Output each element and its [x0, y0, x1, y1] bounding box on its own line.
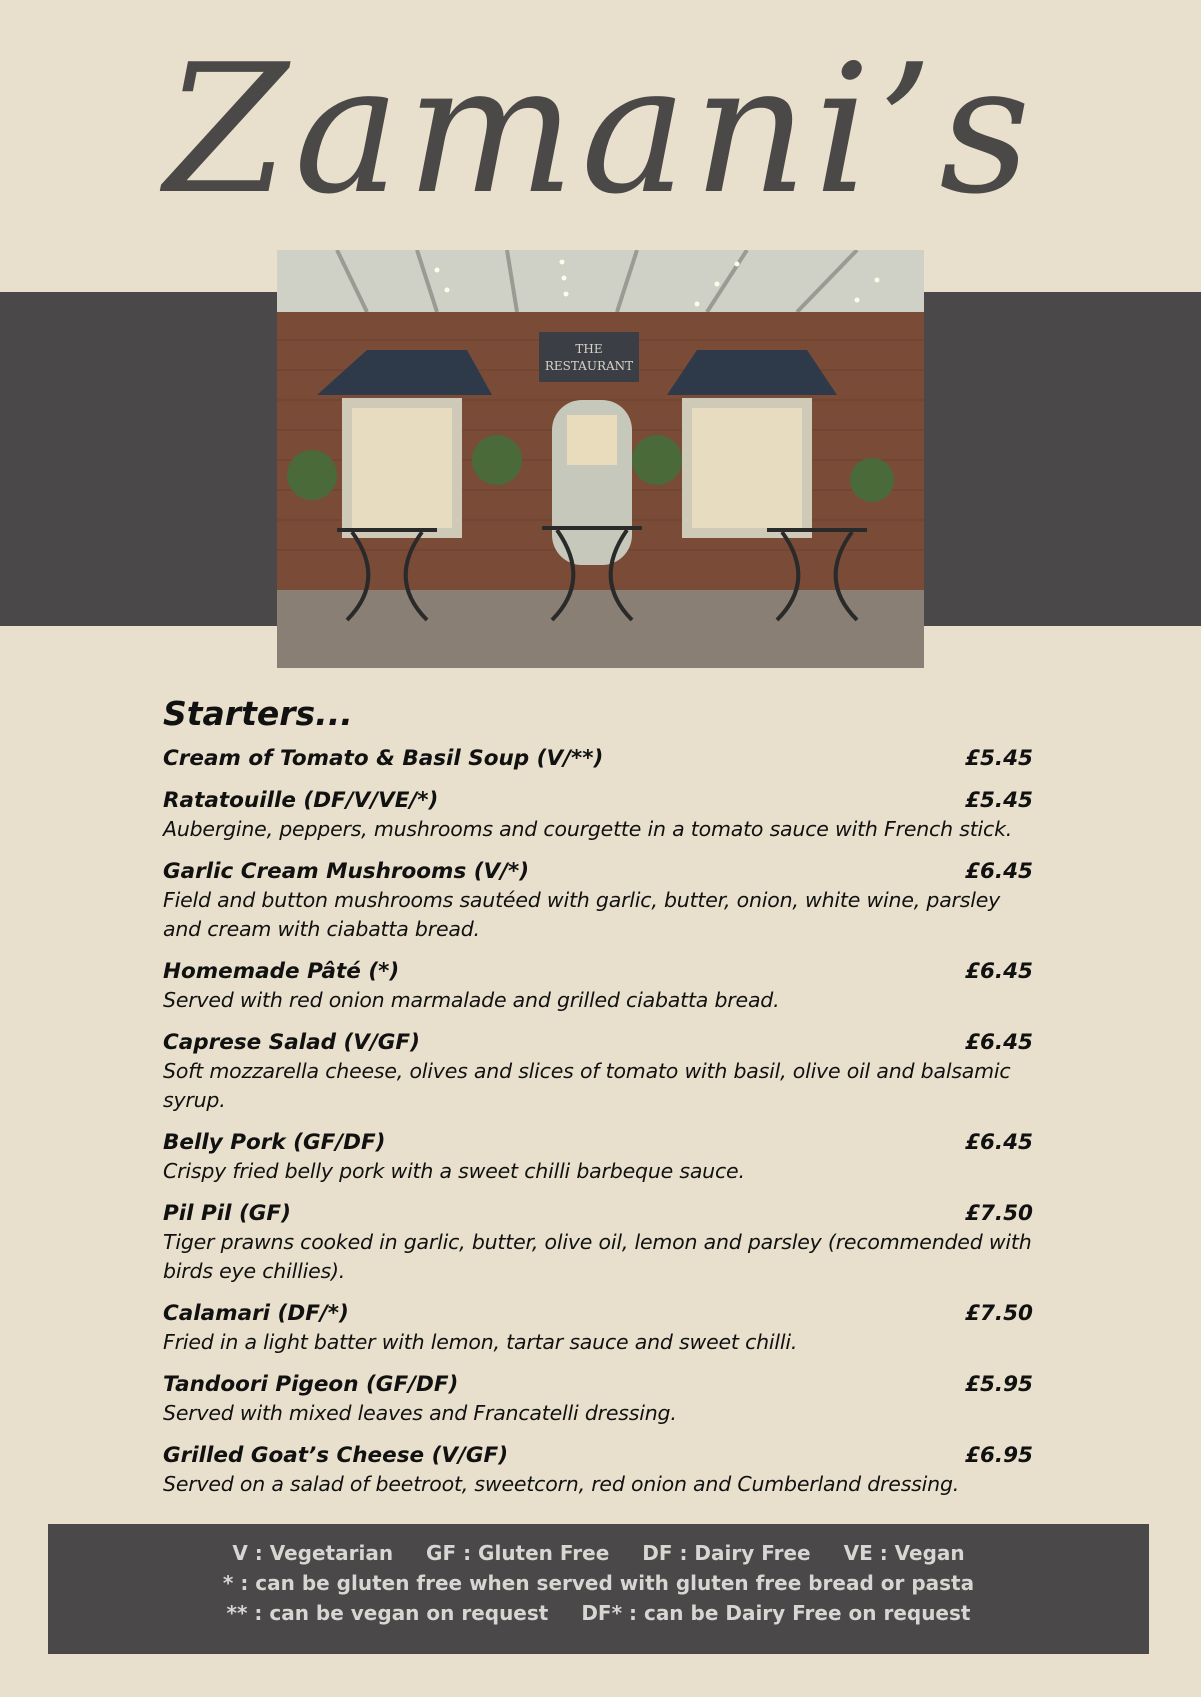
- item-name: Belly Pork (GF/DF): [163, 1130, 386, 1155]
- legend-row-codes: [48, 1538, 1149, 1568]
- item-price: £5.95: [964, 1372, 1033, 1397]
- legend-gluten-free: GF : Gluten Free: [426, 1541, 610, 1565]
- item-name: Caprese Salad (V/GF): [163, 1030, 420, 1055]
- menu-item: [163, 744, 1033, 773]
- item-description: Served with red onion marmalade and grilled ciabatta bread.: [163, 988, 780, 1012]
- menu-item: [163, 1028, 1033, 1115]
- menu-item: [163, 1441, 1033, 1499]
- menu-item: [163, 1199, 1033, 1286]
- restaurant-photo: [277, 250, 924, 668]
- legend-dairy-free: DF : Dairy Free: [642, 1541, 811, 1565]
- menu-item: [163, 957, 1033, 1015]
- item-description: Tiger prawns cooked in garlic, butter, olive oil, lemon and parsley (recommended with birds eye chillies).: [163, 1230, 1032, 1283]
- item-name: Homemade Pâté (*): [163, 959, 400, 984]
- item-description: Served on a salad of beetroot, sweetcorn, red onion and Cumberland dressing.: [163, 1472, 960, 1496]
- restaurant-title: Zamani’s: [164, 26, 1037, 233]
- item-price: £6.45: [964, 1130, 1033, 1155]
- legend-df-star-note: DF* : can be Dairy Free on request: [581, 1601, 971, 1625]
- item-price: £5.45: [964, 788, 1033, 813]
- legend-vegetarian: V : Vegetarian: [232, 1541, 394, 1565]
- item-price: £6.45: [964, 859, 1033, 884]
- item-name: Garlic Cream Mushrooms (V/*): [163, 859, 530, 884]
- item-price: £5.45: [964, 746, 1033, 771]
- item-description: Field and button mushrooms sautéed with garlic, butter, onion, white wine, parsley and cream with ciabatta bread.: [163, 888, 1001, 941]
- item-description: Soft mozzarella cheese, olives and slices of tomato with basil, olive oil and balsamic syrup.: [163, 1059, 1011, 1112]
- menu-item: [163, 857, 1033, 944]
- legend-row-notes: [48, 1598, 1149, 1628]
- menu-item: [163, 786, 1033, 844]
- legend-vegan: VE : Vegan: [843, 1541, 965, 1565]
- legend-row-star: [48, 1568, 1149, 1598]
- sign-text-line1: THE: [575, 342, 603, 356]
- section-title: Starters...: [163, 694, 353, 733]
- item-name: Ratatouille (DF/V/VE/*): [163, 788, 439, 813]
- item-name: Calamari (DF/*): [163, 1301, 349, 1326]
- menu-item: [163, 1370, 1033, 1428]
- item-price: £7.50: [964, 1201, 1033, 1226]
- dietary-legend: [48, 1524, 1149, 1654]
- item-price: £6.95: [964, 1443, 1033, 1468]
- legend-double-star-note: ** : can be vegan on request: [226, 1601, 549, 1625]
- legend-star-note: * : can be gluten free when served with gluten free bread or pasta: [222, 1571, 975, 1595]
- item-description: Crispy fried belly pork with a sweet chilli barbeque sauce.: [163, 1159, 745, 1183]
- item-description: Fried in a light batter with lemon, tartar sauce and sweet chilli.: [163, 1330, 798, 1354]
- item-price: £6.45: [964, 959, 1033, 984]
- menu-item: [163, 1128, 1033, 1186]
- item-name: Grilled Goat’s Cheese (V/GF): [163, 1443, 509, 1468]
- sign-text-line2: RESTAURANT: [544, 359, 634, 373]
- item-description: Served with mixed leaves and Francatelli dressing.: [163, 1401, 677, 1425]
- item-name: Pil Pil (GF): [163, 1201, 291, 1226]
- item-name: Tandoori Pigeon (GF/DF): [163, 1372, 459, 1397]
- item-description: Aubergine, peppers, mushrooms and courgette in a tomato sauce with French stick.: [163, 817, 1013, 841]
- starters-menu: [163, 692, 1033, 1512]
- item-name: Cream of Tomato & Basil Soup (V/**): [163, 746, 604, 771]
- item-price: £6.45: [964, 1030, 1033, 1055]
- item-price: £7.50: [964, 1301, 1033, 1326]
- menu-item: [163, 1299, 1033, 1357]
